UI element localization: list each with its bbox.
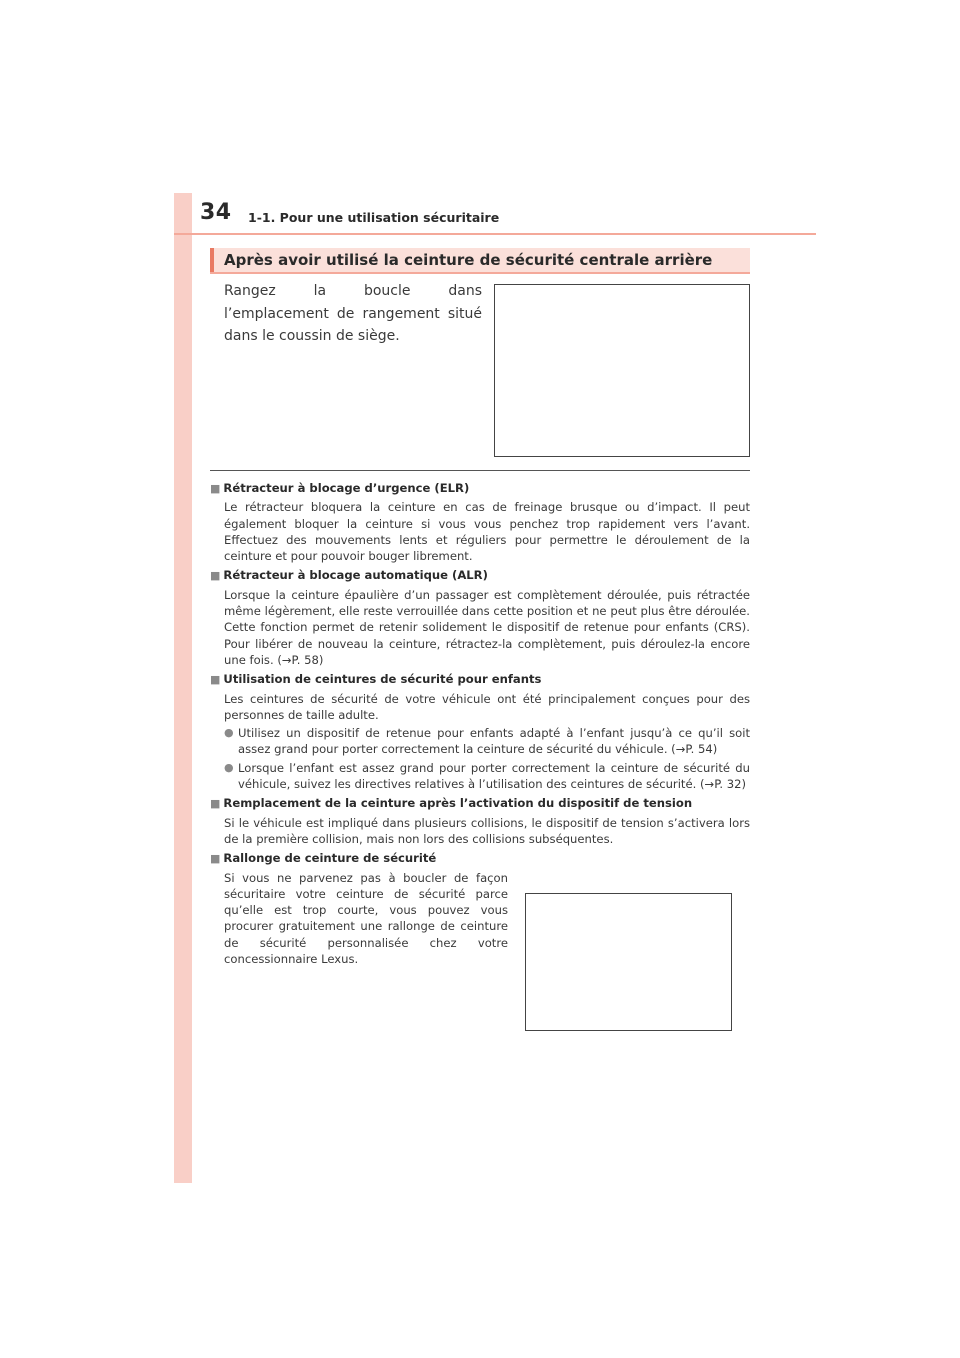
header-rule (174, 233, 816, 235)
buckle-storage-figure (494, 284, 750, 457)
note-body: Lorsque la ceinture épaulière d’un passager est complètement déroulée, puis rétractée même légèrement, elle reste verrouillée dans cette position et ne peut plus être déroulée. Cette fonction permet de retenir solidement le dispositif de retenue pour enfants (CRS). Pour libérer de nouveau la ceinture, rétractez-la complètement, puis déroulez-la encore une fois. (→P. 58) (224, 587, 750, 667)
section-divider (210, 470, 750, 471)
note-bullet: ● Lorsque l’enfant est assez grand pour porter correctement la ceinture de sécurité du véhicule, suivez les directives relatives à l’utilisation des ceintures de sécurité. (→P. 32) (224, 760, 750, 792)
note-body: Si le véhicule est impliqué dans plusieurs collisions, le dispositif de tension s’activera lors de la première collision, mais non lors des collisions subséquentes. (224, 815, 750, 846)
chapter-title: 1-1. Pour une utilisation sécuritaire (248, 210, 500, 225)
note-pretensioner (210, 795, 750, 847)
note-elr (210, 480, 750, 564)
note-bullet: ● Utilisez un dispositif de retenue pour enfants adapté à l’enfant jusqu’à ce qu’il soit assez grand pour porter correctement la ceinture de sécurité du véhicule. (→P. 54) (224, 726, 750, 757)
round-bullet-icon: ● (224, 760, 234, 774)
page-number: 34 (200, 200, 232, 225)
side-color-bar (174, 193, 192, 1183)
note-title: Rétracteur à blocage d’urgence (ELR) (223, 481, 470, 495)
section-heading (210, 248, 750, 274)
belt-extender-figure (525, 893, 732, 1031)
note-body: Les ceintures de sécurité de votre véhicule ont été principalement conçues pour des personnes de taille adulte. (224, 691, 750, 722)
square-bullet-icon: ■ (210, 797, 221, 811)
note-title: Remplacement de la ceinture après l’activation du dispositif de tension (223, 796, 693, 811)
note-title: Rétracteur à blocage automatique (ALR) (223, 568, 488, 583)
note-alr (210, 567, 750, 668)
square-bullet-icon: ■ (210, 852, 221, 866)
section-title: Après avoir utilisé la ceinture de sécurité centrale arrière (224, 251, 713, 269)
note-child-belts (210, 671, 750, 792)
note-title: Utilisation de ceintures de sécurité pour enfants (223, 672, 542, 687)
note-body: Si vous ne parvenez pas à boucler de façon sécuritaire votre ceinture de sécurité parce qu’elle est trop courte, vous pouvez vous procurer gratuitement une rallonge de ceinture de sécurité personnalisée chez votre concessionnaire Lexus. (224, 870, 508, 967)
note-title: Rallonge de ceinture de sécurité (223, 851, 437, 866)
heading-marker (210, 248, 214, 272)
square-bullet-icon: ■ (210, 569, 221, 583)
section-intro: Rangez la boucle dans l’emplacement de rangement situé dans le coussin de siège. (224, 283, 482, 344)
square-bullet-icon: ■ (210, 673, 221, 687)
round-bullet-icon: ● (224, 726, 234, 740)
square-bullet-icon: ■ (210, 482, 221, 495)
note-body: Le rétracteur bloquera la ceinture en cas de freinage brusque ou d’impact. Il peut également bloquer la ceinture si vous vous penchez trop rapidement vers l’avant. Effectuez des mouvements lents et réguliers pour permettre le déroulement de la ceinture et pour pouvoir bouger librement. (224, 500, 750, 564)
